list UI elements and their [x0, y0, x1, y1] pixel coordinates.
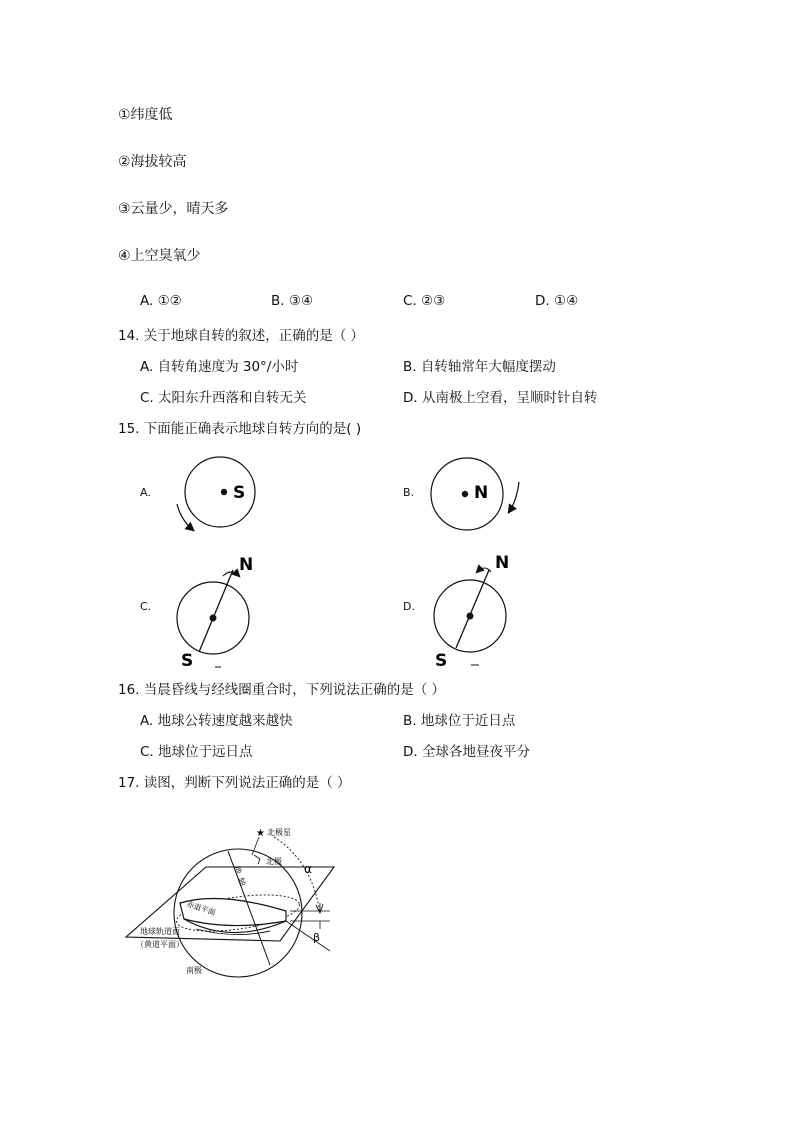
q15-a-letter-s: S	[233, 483, 246, 503]
orbit-plane-label: 地球轨道面	[140, 927, 180, 936]
q16-option-a: A. 地球公转速度越来越快	[140, 713, 293, 729]
q17-earth-tilt-figure	[120, 815, 345, 990]
q15-question: 15. 下面能正确表示地球自转方向的是( )	[118, 421, 362, 437]
q15-label-d: D.	[403, 600, 415, 613]
q13-option-b: B. ③④	[271, 293, 314, 309]
q13-option-d: D. ①④	[535, 293, 579, 309]
q14-option-a: A. 自转角速度为 30°/小时	[140, 359, 299, 375]
q16-option-b: B. 地球位于近日点	[403, 713, 516, 729]
earth-axis-label: 地	[232, 864, 244, 876]
q17-question: 17. 读图，判断下列说法正确的是（ ）	[118, 775, 351, 791]
q15-diagram-a	[165, 452, 275, 542]
statement-1: ①纬度低	[118, 107, 173, 123]
polaris-star-icon: ★	[256, 828, 265, 839]
q15-label-c: C.	[140, 600, 152, 613]
q14-question: 14. 关于地球自转的叙述，正确的是（ ）	[118, 328, 365, 344]
q16-question: 16. 当晨昏线与经线圈重合时，下列说法正确的是（ ）	[118, 682, 446, 698]
q14-option-d: D. 从南极上空看，呈顺时针自转	[403, 390, 598, 406]
q16-option-d: D. 全球各地昼夜平分	[403, 744, 530, 760]
orbit-plane-label-2: （黄道平面）	[136, 940, 184, 949]
q15-diagram-b	[425, 452, 535, 542]
q14-option-b: B. 自转轴常年大幅度摆动	[403, 359, 556, 375]
equator-plane-label: 赤道平面	[185, 899, 217, 918]
polaris-label: 北极星	[267, 828, 291, 837]
q16-option-c: C. 地球位于远日点	[140, 744, 253, 760]
earth-axis-label-2: 轴	[236, 876, 248, 888]
q14-option-c: C. 太阳东升西落和自转无关	[140, 390, 307, 406]
q15-c-letter-n: N	[239, 555, 254, 575]
q15-d-letter-s: S	[435, 651, 448, 670]
north-pole-label: 北极	[266, 857, 282, 866]
q15-label-b: B.	[403, 486, 415, 499]
q15-label-a: A.	[140, 486, 151, 499]
q15-b-letter-n: N	[474, 483, 489, 503]
q15-diagram-d	[425, 548, 535, 670]
q13-option-a: A. ①②	[140, 293, 182, 309]
q15-d-letter-n: N	[495, 553, 510, 573]
beta-label: β	[313, 931, 321, 944]
statement-4: ④上空臭氧少	[118, 248, 201, 264]
statement-3: ③云量少，晴天多	[118, 201, 229, 217]
south-pole-label: 南极	[186, 966, 202, 975]
statement-2: ②海拔较高	[118, 154, 187, 170]
q15-diagram-c	[165, 548, 275, 670]
alpha-label: α	[304, 862, 312, 876]
q15-c-letter-s: S	[181, 651, 194, 670]
q13-option-c: C. ②③	[403, 293, 446, 309]
